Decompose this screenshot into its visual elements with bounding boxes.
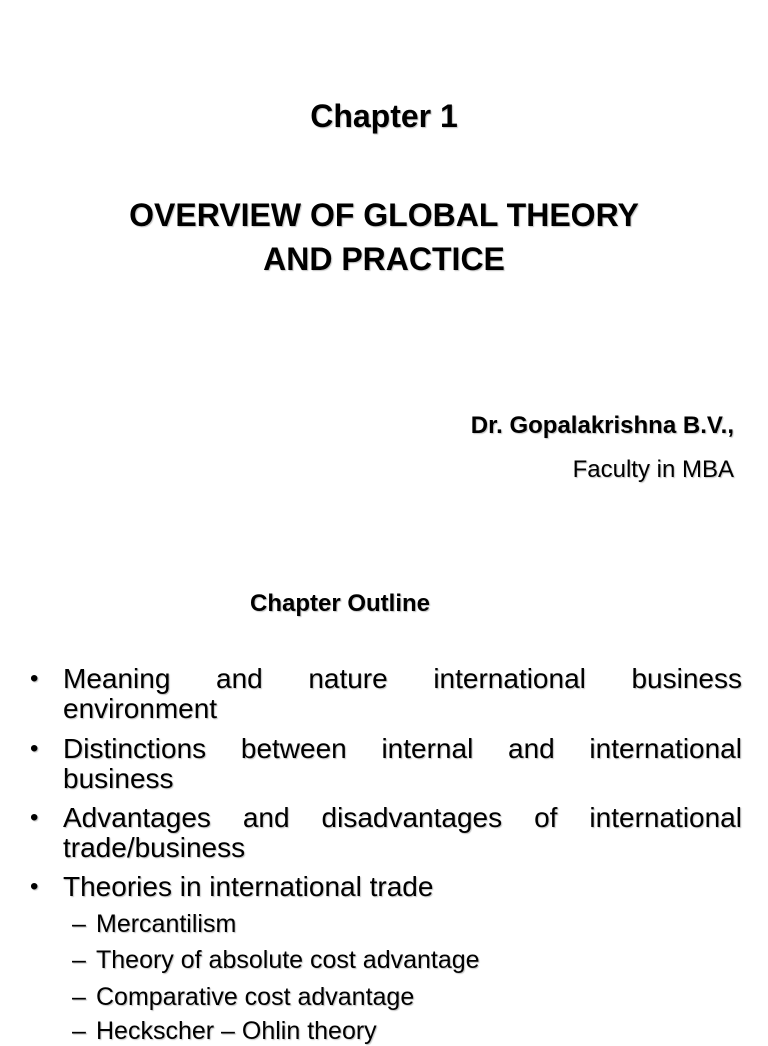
dash-icon: – (72, 1017, 86, 1045)
bullet-icon: • (30, 804, 39, 831)
outline-word: internal (381, 733, 474, 764)
outline-word: between (240, 733, 347, 764)
outline-word: international (589, 733, 742, 764)
outline-subitem (72, 945, 480, 975)
outline-word: disadvantages (321, 802, 503, 833)
dash-icon: – (72, 910, 86, 938)
outline-word: and (216, 663, 263, 694)
slide-title-line-1: OVERVIEW OF GLOBAL THEORY (129, 197, 639, 233)
bullet-icon: • (30, 665, 39, 692)
outline-word: Meaning (63, 663, 171, 694)
outline-word: Distinctions (63, 733, 207, 764)
outline-word: and (242, 802, 290, 833)
author-role: Faculty in MBA (572, 456, 734, 483)
outline-item-line: business (63, 763, 174, 794)
slide-title-line-2: AND PRACTICE (263, 241, 505, 277)
outline-word: nature (308, 663, 388, 694)
outline-subitem-label: Comparative cost advantage (96, 983, 415, 1011)
outline-subitem-label: Mercantilism (96, 910, 237, 938)
outline-item-line (63, 664, 742, 694)
outline-word: Advantages (63, 802, 211, 833)
dash-icon: – (72, 983, 86, 1011)
dash-icon: – (72, 946, 86, 974)
outline-item-line: Theories in international trade (63, 871, 434, 902)
outline-word: and (508, 733, 555, 764)
outline-item-line (63, 734, 742, 764)
outline-subitem (72, 982, 414, 1012)
outline-subitem-label: Theory of absolute cost advantage (96, 946, 480, 974)
author-name: Dr. Gopalakrishna B.V., (470, 412, 734, 439)
outline-subitem-label: Heckscher – Ohlin theory (96, 1017, 377, 1045)
outline-item-line: environment (63, 693, 218, 724)
outline-subitem (72, 1016, 377, 1046)
outline-heading: Chapter Outline (250, 590, 431, 617)
chapter-heading: Chapter 1 (310, 98, 458, 134)
outline-word: international (589, 802, 742, 833)
outline-word: business (631, 663, 742, 694)
outline-item-line: trade/business (63, 832, 246, 863)
bullet-icon: • (30, 873, 39, 900)
outline-item-line (63, 803, 742, 833)
outline-word: of (534, 802, 558, 833)
outline-subitem (72, 909, 236, 939)
bullet-icon: • (30, 735, 39, 762)
outline-word: international (433, 663, 586, 694)
